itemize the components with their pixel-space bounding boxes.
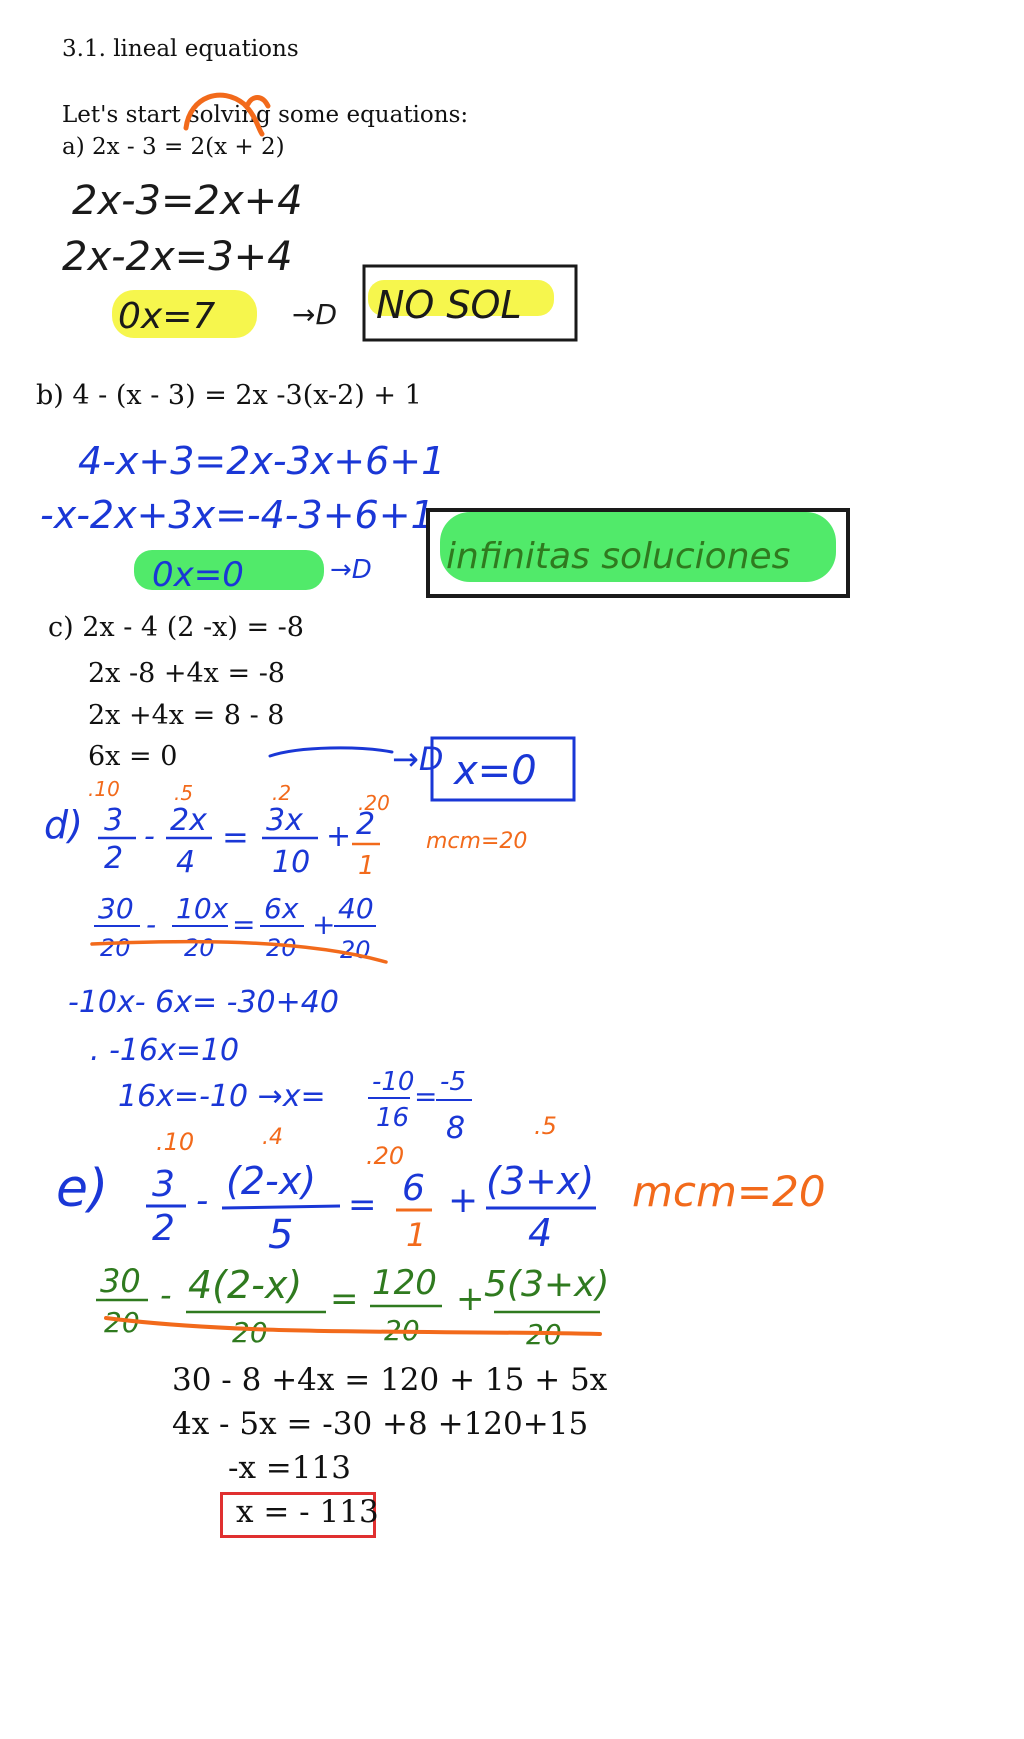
problem-d-step-3: 16x=-10 →x= bbox=[118, 1079, 326, 1114]
problem-d-mult-4: .20 bbox=[358, 791, 390, 815]
problem-d-label: d) bbox=[44, 803, 83, 847]
problem-d-final-1 bbox=[368, 1067, 414, 1133]
problem-e-mcm: mcm=20 bbox=[632, 1167, 826, 1216]
svg-text:30: 30 bbox=[100, 1262, 141, 1300]
problem-a-hand-1: 2x-3=2x+4 bbox=[72, 178, 303, 224]
problem-e-mult-4: .5 bbox=[534, 1112, 557, 1140]
problem-a-hand-2: 2x-2x=3+4 bbox=[62, 234, 293, 280]
problem-d-step-1: -10x- 6x= -30+40 bbox=[68, 985, 339, 1020]
problem-b-hand-2: -x-2x+3x=-4-3+6+1 bbox=[40, 493, 435, 537]
problem-e-mult-3: .20 bbox=[366, 1142, 405, 1170]
problem-e-step-1: 30 - 8 +4x = 120 + 15 + 5x bbox=[172, 1362, 608, 1398]
svg-text:5: 5 bbox=[268, 1212, 294, 1258]
problem-e-step-2: 4x - 5x = -30 +8 +120+15 bbox=[172, 1406, 589, 1442]
svg-text:(2-x): (2-x) bbox=[226, 1159, 317, 1203]
problem-e-mult-2: .4 bbox=[262, 1125, 283, 1150]
svg-text:1: 1 bbox=[406, 1216, 427, 1254]
problem-c-step-1: 2x -8 +4x = -8 bbox=[88, 658, 285, 689]
orange-doodle bbox=[186, 95, 268, 134]
problem-c-step-3: 6x = 0 bbox=[88, 741, 178, 772]
svg-text:-: - bbox=[146, 908, 157, 941]
problem-a-hand-3: 0x=7 bbox=[118, 296, 216, 337]
svg-text:6: 6 bbox=[402, 1168, 425, 1209]
svg-text:4: 4 bbox=[528, 1211, 553, 1255]
svg-text:=: = bbox=[348, 1185, 377, 1225]
problem-d-final-2 bbox=[436, 1067, 472, 1146]
problem-b-hand-3: 0x=0 bbox=[152, 555, 244, 595]
svg-text:5(3+x): 5(3+x) bbox=[484, 1264, 610, 1305]
problem-c-answer: x=0 bbox=[454, 748, 537, 794]
svg-text:40: 40 bbox=[338, 892, 374, 925]
svg-text:=: = bbox=[414, 1080, 438, 1113]
problem-c-step-2: 2x +4x = 8 - 8 bbox=[88, 700, 285, 731]
svg-text:2: 2 bbox=[152, 1208, 175, 1249]
problem-d-sign-2: = bbox=[222, 818, 249, 856]
svg-text:=: = bbox=[330, 1279, 359, 1319]
svg-text:-10: -10 bbox=[372, 1067, 415, 1097]
svg-text:4(2-x): 4(2-x) bbox=[188, 1263, 303, 1307]
svg-text:6x: 6x bbox=[264, 892, 299, 925]
svg-text:1: 1 bbox=[358, 851, 375, 881]
problem-c-statement: c) 2x - 4 (2 -x) = -8 bbox=[48, 612, 304, 643]
problem-b-arrow: →D bbox=[330, 555, 372, 585]
svg-text:-5: -5 bbox=[440, 1067, 466, 1097]
problem-c-arrow-line bbox=[270, 748, 392, 756]
svg-text:30: 30 bbox=[98, 892, 134, 925]
problem-e-answer: x = - 113 bbox=[236, 1494, 379, 1530]
svg-text:2x: 2x bbox=[170, 803, 207, 838]
svg-text:10: 10 bbox=[272, 845, 311, 880]
problem-e-label: e) bbox=[56, 1159, 109, 1219]
problem-d-mult-1: .10 bbox=[88, 777, 120, 801]
svg-text:3: 3 bbox=[104, 803, 124, 838]
problem-d-step-2: . -16x=10 bbox=[90, 1033, 240, 1068]
svg-text:120: 120 bbox=[372, 1263, 437, 1303]
svg-text:-: - bbox=[196, 1181, 209, 1221]
svg-text:16: 16 bbox=[376, 1103, 410, 1133]
problem-c-arrow: →D bbox=[392, 740, 444, 778]
problem-d-sign-3: + bbox=[326, 819, 352, 854]
problem-e-fraction-1 bbox=[146, 1164, 186, 1249]
problem-e-fraction-3 bbox=[396, 1168, 432, 1254]
problem-d-fraction-3 bbox=[262, 803, 318, 880]
problem-e-fraction-4 bbox=[486, 1159, 596, 1255]
problem-d-mult-2: .5 bbox=[174, 781, 194, 805]
problem-b-hand-1: 4-x+3=2x-3x+6+1 bbox=[78, 439, 446, 483]
svg-text:(3+x): (3+x) bbox=[486, 1159, 595, 1203]
svg-text:20: 20 bbox=[100, 934, 131, 962]
svg-text:+: + bbox=[448, 1180, 479, 1221]
svg-text:2: 2 bbox=[104, 841, 124, 876]
svg-text:3x: 3x bbox=[266, 803, 303, 838]
problem-d-sign-1: - bbox=[144, 819, 155, 854]
problem-d-fraction-2 bbox=[166, 803, 212, 880]
svg-text:3: 3 bbox=[152, 1164, 175, 1205]
problem-e-fraction-2 bbox=[222, 1159, 340, 1258]
svg-text:-: - bbox=[160, 1276, 172, 1314]
problem-e-scaled-row bbox=[96, 1262, 609, 1351]
svg-text:20: 20 bbox=[184, 934, 215, 962]
svg-text:+: + bbox=[456, 1279, 485, 1319]
problem-d-mcm: mcm=20 bbox=[426, 829, 528, 854]
problem-d-fraction-1 bbox=[98, 803, 136, 876]
svg-text:10x: 10x bbox=[176, 892, 229, 925]
svg-text:20: 20 bbox=[232, 1316, 268, 1349]
svg-text:20: 20 bbox=[526, 1318, 562, 1351]
problem-e-step-3: -x =113 bbox=[228, 1450, 351, 1486]
problem-a-conclusion: NO SOL bbox=[376, 283, 522, 327]
problem-d-fraction-4 bbox=[352, 807, 380, 881]
section-title: 3.1. lineal equations bbox=[62, 36, 299, 62]
problem-e-mult-1: .10 bbox=[156, 1128, 195, 1156]
problem-a-arrow: →D bbox=[292, 298, 338, 331]
svg-text:+: + bbox=[312, 908, 336, 941]
svg-text:2: 2 bbox=[356, 807, 376, 842]
svg-text:4: 4 bbox=[176, 845, 196, 880]
problem-b-conclusion: infinitas soluciones bbox=[446, 536, 791, 577]
problem-d-scaled-row bbox=[94, 892, 376, 964]
problem-d-mult-3: .2 bbox=[272, 781, 292, 805]
svg-text:20: 20 bbox=[384, 1314, 420, 1347]
intro-text: Let's start solving some equations: bbox=[62, 102, 469, 128]
svg-text:8: 8 bbox=[446, 1111, 466, 1146]
problem-b-statement: b) 4 - (x - 3) = 2x -3(x-2) + 1 bbox=[36, 380, 422, 411]
problem-a-statement: a) 2x - 3 = 2(x + 2) bbox=[62, 134, 285, 160]
svg-text:20: 20 bbox=[266, 934, 297, 962]
svg-text:=: = bbox=[232, 908, 256, 941]
svg-text:20: 20 bbox=[340, 936, 371, 964]
svg-text:20: 20 bbox=[104, 1306, 140, 1339]
